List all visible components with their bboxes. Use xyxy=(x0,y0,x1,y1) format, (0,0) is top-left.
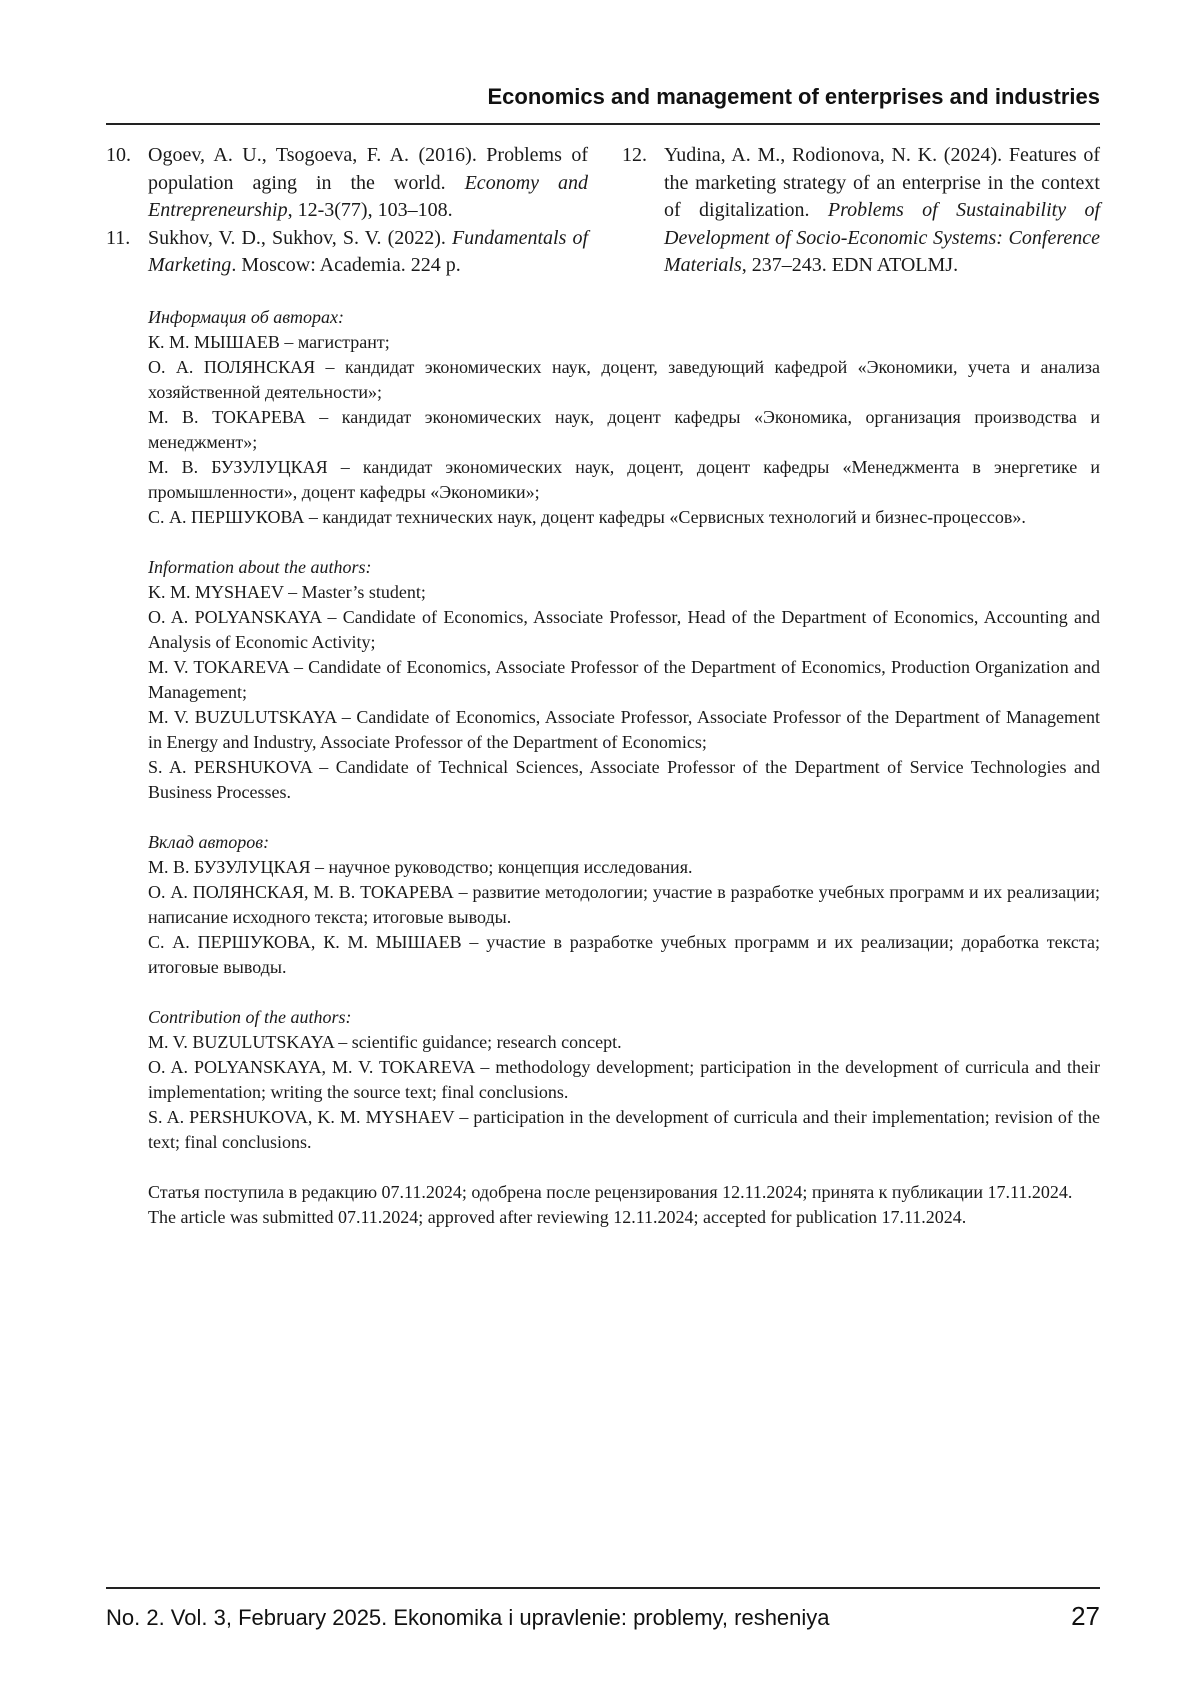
footer-rule xyxy=(106,1587,1100,1589)
author-line: М. В. БУЗУЛУЦКАЯ – кандидат экономических наук, доцент, доцент кафедры «Менеджмента в энергетике и промышленности», доцент кафедры «Экономики»; xyxy=(148,455,1100,505)
reference-text: Yudina, A. M., Rodionova, N. K. (2024). Features of the marketing strategy of an enterprise in the context of digitalization. Problems of Sustainability of Development of Socio-Economic Systems: Conference Materials, 237–243. EDN ATOLMJ. xyxy=(664,142,1100,280)
contribution-line: S. A. PERSHUKOVA, K. M. MYSHAEV – participation in the development of curricula and their implementation; revision of the text; final conclusions. xyxy=(148,1105,1100,1155)
dates-en: The article was submitted 07.11.2024; approved after reviewing 12.11.2024; accepted for publication 17.11.2024. xyxy=(148,1205,1100,1230)
reference-text: Sukhov, V. D., Sukhov, S. V. (2022). Fundamentals of Marketing. Moscow: Academia. 224 p. xyxy=(148,225,588,280)
references-column-left xyxy=(106,142,588,280)
contribution-line: O. A. POLYANSKAYA, M. V. TOKAREVA – methodology development; participation in the development of curricula and their implementation; writing the source text; final conclusions. xyxy=(148,1055,1100,1105)
references-column-right xyxy=(622,142,1100,280)
reference-item xyxy=(622,142,1100,280)
contribution-line: С. А. ПЕРШУКОВА, К. М. МЫШАЕВ – участие в разработке учебных программ и их реализации; доработка текста; итоговые выводы. xyxy=(148,930,1100,980)
reference-number: 10. xyxy=(106,142,148,225)
author-line: K. M. MYSHAEV – Master’s student; xyxy=(148,580,1100,605)
reference-item xyxy=(106,225,588,280)
running-header-title: Economics and management of enterprises and industries xyxy=(488,84,1101,110)
page-number: 27 xyxy=(1071,1601,1100,1632)
author-line: С. А. ПЕРШУКОВА – кандидат технических наук, доцент кафедры «Сервисных технологий и бизнес-процессов». xyxy=(148,505,1100,530)
section-title: Информация об авторах: xyxy=(148,305,1100,330)
author-line: К. М. МЫШАЕВ – магистрант; xyxy=(148,330,1100,355)
author-line: О. А. ПОЛЯНСКАЯ – кандидат экономических наук, доцент, заведующий кафедрой «Экономики, учета и анализа хозяйственной деятельности»; xyxy=(148,355,1100,405)
author-line: М. В. ТОКАРЕВА – кандидат экономических наук, доцент кафедры «Экономика, организация производства и менеджмент»; xyxy=(148,405,1100,455)
author-info-block xyxy=(148,305,1100,1255)
footer-citation: No. 2. Vol. 3, February 2025. Ekonomika i upravlenie: problemy, resheniya xyxy=(106,1605,830,1631)
reference-item xyxy=(106,142,588,225)
contribution-line: M. V. BUZULUTSKAYA – scientific guidance; research concept. xyxy=(148,1030,1100,1055)
dates-ru: Статья поступила в редакцию 07.11.2024; одобрена после рецензирования 12.11.2024; принята к публикации 17.11.2024. xyxy=(148,1180,1100,1205)
contribution-line: О. А. ПОЛЯНСКАЯ, М. В. ТОКАРЕВА – развитие методологии; участие в разработке учебных программ и их реализации; написание исходного текста; итоговые выводы. xyxy=(148,880,1100,930)
author-line: M. V. TOKAREVA – Candidate of Economics, Associate Professor of the Department of Economics, Production Organization and Management; xyxy=(148,655,1100,705)
author-line: M. V. BUZULUTSKAYA – Candidate of Economics, Associate Professor, Associate Professor of the Department of Management in Energy and Industry, Associate Professor of the Department of Economics; xyxy=(148,705,1100,755)
contribution-line: М. В. БУЗУЛУЦКАЯ – научное руководство; концепция исследования. xyxy=(148,855,1100,880)
author-line: O. A. POLYANSKAYA – Candidate of Economics, Associate Professor, Head of the Department of Economics, Accounting and Analysis of Economic Activity; xyxy=(148,605,1100,655)
authors-info-ru xyxy=(148,305,1100,530)
section-title: Information about the authors: xyxy=(148,555,1100,580)
section-title: Вклад авторов: xyxy=(148,830,1100,855)
submission-dates xyxy=(148,1180,1100,1230)
reference-text: Ogoev, A. U., Tsogoeva, F. A. (2016). Problems of population aging in the world. Economy and Entrepreneurship, 12-3(77), 103–108. xyxy=(148,142,588,225)
author-line: S. A. PERSHUKOVA – Candidate of Technical Sciences, Associate Professor of the Department of Service Technologies and Business Processes. xyxy=(148,755,1100,805)
contribution-en xyxy=(148,1005,1100,1155)
header-rule xyxy=(106,123,1100,125)
authors-info-en xyxy=(148,555,1100,805)
section-title: Contribution of the authors: xyxy=(148,1005,1100,1030)
reference-number: 11. xyxy=(106,225,148,280)
contribution-ru xyxy=(148,830,1100,980)
reference-number: 12. xyxy=(622,142,664,280)
